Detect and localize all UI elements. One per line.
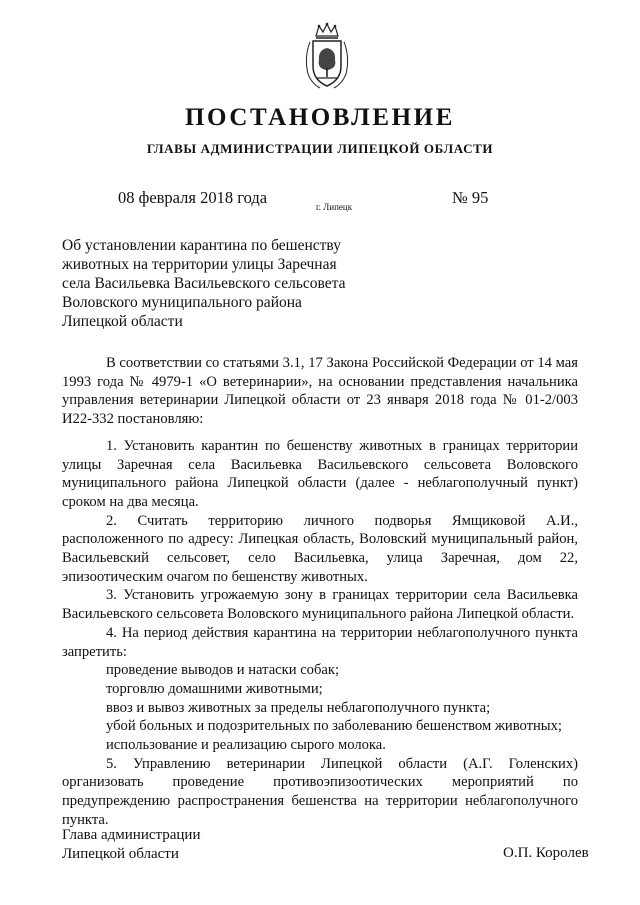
item-4-paragraph: 4. На период действия карантина на территории неблагополучного пункта запретить: (62, 624, 578, 660)
item-3-paragraph: 3. Установить угрожаемую зону в границах территории села Васильевка Васильевского сельсовета Воловского муниципального района Липецкой области. (62, 587, 578, 623)
document-date: 08 февраля 2018 года (118, 188, 268, 207)
document-title: ПОСТАНОВЛЕНИЕ (184, 104, 456, 131)
subject-line: Воловского муниципального района (62, 294, 302, 311)
item-1-paragraph: 1. Установить карантин по бешенству животных в границах территории улицы Заречная села Васильевка Васильевского сельсовета Воловского муниципального района Липецкой области (далее - неблагополучный пункт) сроком на два месяца. (62, 437, 578, 510)
signatory-position-line: Липецкой области (62, 846, 179, 862)
ban-item: использование и реализацию сырого молока. (106, 737, 386, 754)
subject-line: животных на территории улицы Заречная (62, 256, 337, 273)
ban-item: убой больных и подозрительных по заболеванию бешенством животных; (106, 718, 562, 735)
item-2-paragraph: 2. Считать территорию личного подворья Ямщиковой А.И., расположенного по адресу: Липецкая область, Воловский муниципальный район, Васильевский сельсовет, село Васильевка, улица Заречная, дом 22, эпизоотическим очагом по бешенству животных. (62, 512, 578, 585)
subject-line: Липецкой области (62, 313, 183, 330)
subject-line: села Васильевка Васильевского сельсовета (62, 275, 346, 292)
item-5-paragraph: 5. Управлению ветеринарии Липецкой области (А.Г. Голенских) организовать проведение противоэпизоотических мероприятий по предупреждению распространения бешенства на территории неблагополучного пункта. (62, 755, 578, 828)
preamble-paragraph: В соответствии со статьями 3.1, 17 Закона Российской Федерации от 14 мая 1993 года № 4979-1 «О ветеринарии», на основании представления начальника управления ветеринарии Липецкой области от 23 января 2018 года № 01-2/003 И22-332 постановляю: (62, 355, 578, 428)
document-city: г. Липецк (316, 202, 353, 212)
coat-of-arms-emblem (302, 22, 352, 92)
document-number: № 95 (452, 188, 489, 207)
ban-item: торговлю домашними животными; (106, 680, 323, 697)
subject-line: Об установлении карантина по бешенству (62, 237, 341, 254)
signatory-position-line: Глава администрации (62, 827, 201, 843)
ban-item: ввоз и вывоз животных за пределы неблагополучного пункта; (106, 699, 491, 716)
signatory-position (62, 826, 200, 864)
document-subject (62, 236, 346, 331)
signatory-name: О.П. Королев (503, 845, 589, 861)
document-body (62, 354, 578, 830)
ban-item: проведение выводов и натаски собак; (106, 662, 340, 679)
issuer-subtitle: ГЛАВЫ АДМИНИСТРАЦИИ ЛИПЕЦКОЙ ОБЛАСТИ (146, 141, 494, 156)
